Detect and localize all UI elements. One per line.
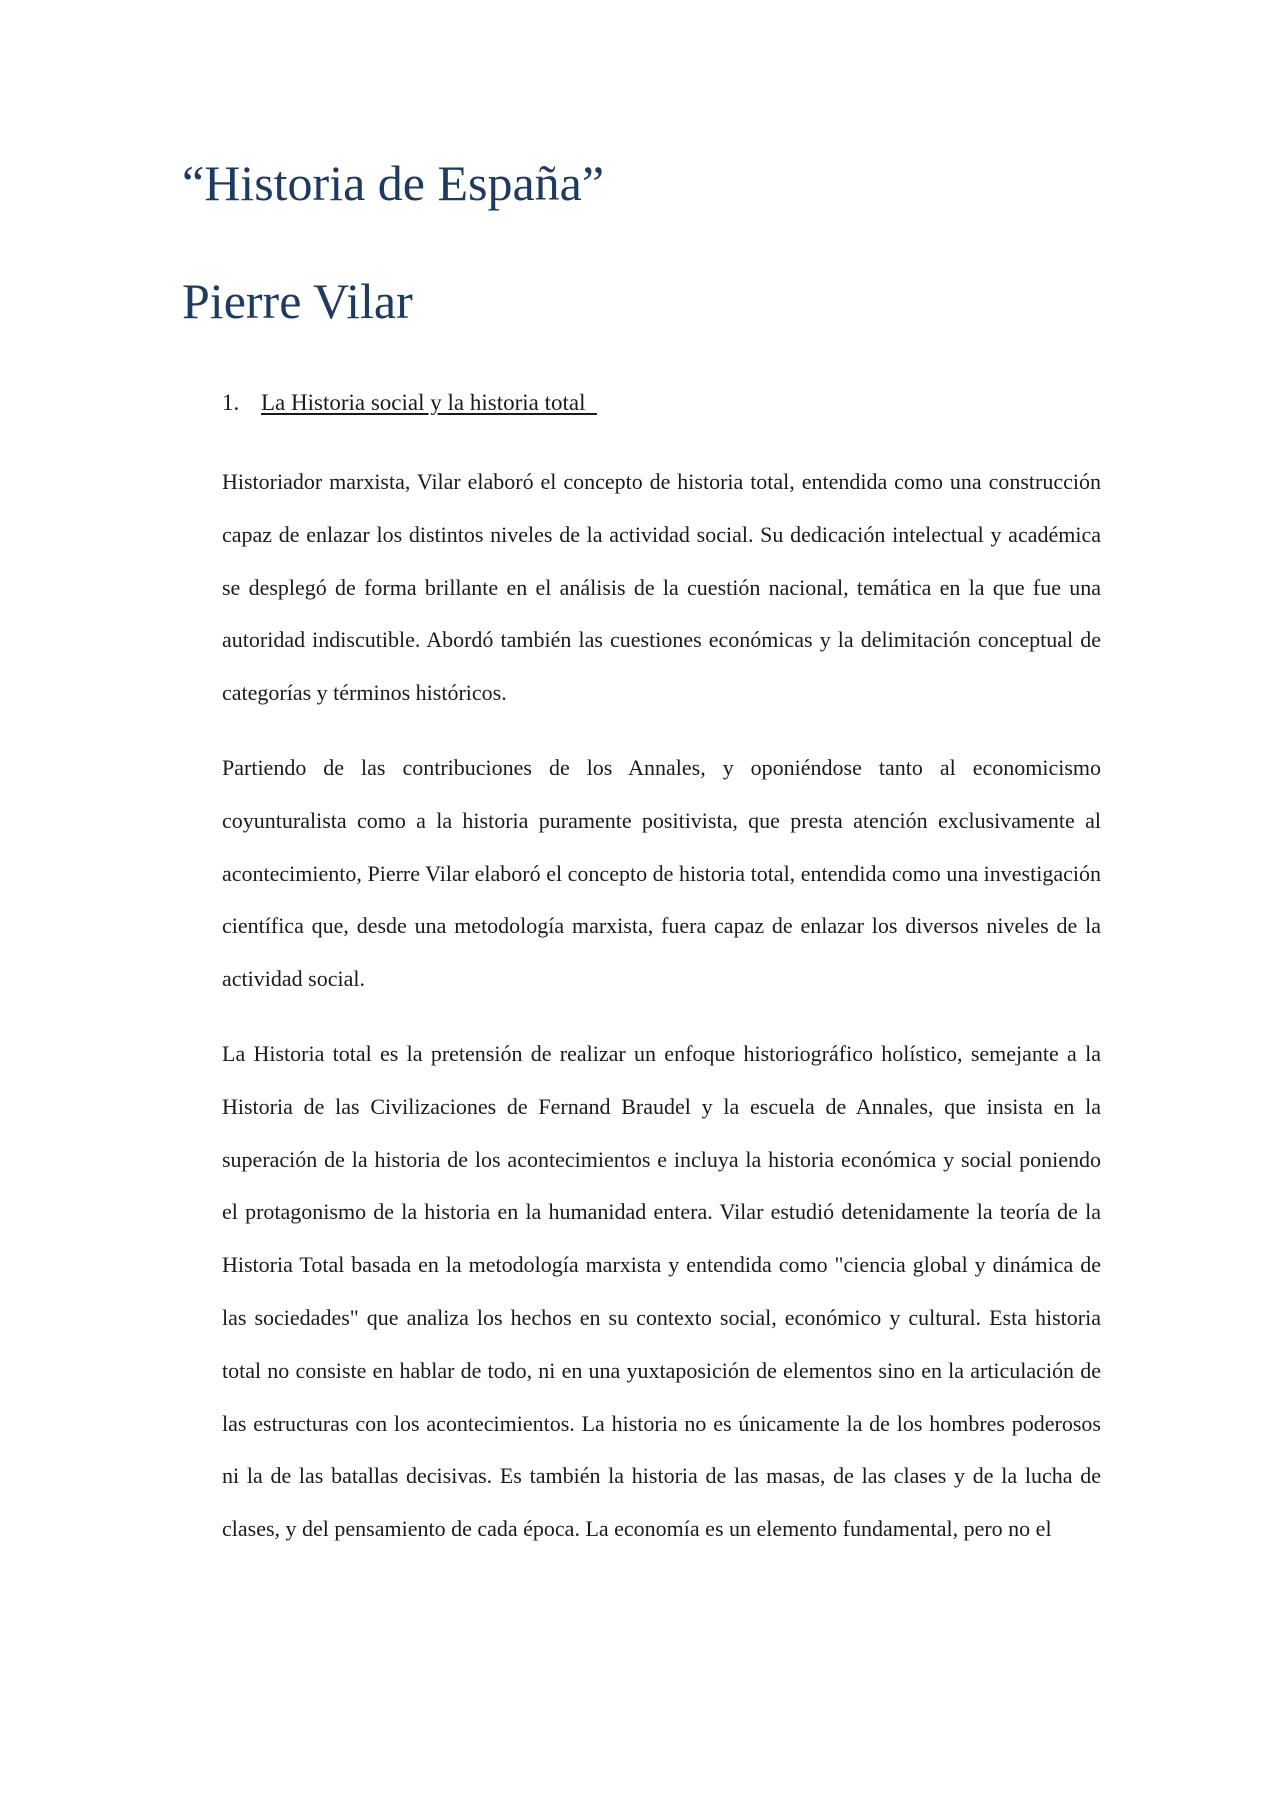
paragraph-3: La Historia total es la pretensión de realizar un enfoque historiográfico holístico, semejante a la Historia de las Civilizaciones de Fernand Braudel y la escuela de Annales, que insista en la superación de la historia de los acontecimientos e incluya la historia económica y social poniendo el protagonismo de la historia en la humanidad entera. Vilar estudió detenidamente la teoría de la Historia Total basada en la metodología marxista y entendida como "ciencia global y dinámica de las sociedades" que analiza los hechos en su contexto social, económico y cultural. Esta historia total no consiste en hablar de todo, ni en una yuxtaposición de elementos sino en la articulación de las estructuras con los acontecimientos. La historia no es únicamente la de los hombres poderosos ni la de las batallas decisivas. Es también la historia de las masas, de las clases y de la lucha de clases, y del pensamiento de cada época. La economía es un elemento fundamental, pero no el <box>222 1041 1101 1542</box>
section-heading <box>222 388 597 418</box>
section-number: 1. <box>222 390 240 415</box>
document-title: “Historia de España” <box>182 155 605 211</box>
document-author: Pierre Vilar <box>182 273 413 329</box>
section-heading-text: La Historia social y la historia total <box>261 390 597 415</box>
paragraph-2: Partiendo de las contribuciones de los Annales, y oponiéndose tanto al economicismo coyunturalista como a la historia puramente positivista, que presta atención exclusivamente al acontecimiento, Pierre Vilar elaboró el concepto de historia total, entendida como una investigación científica que, desde una metodología marxista, fuera capaz de enlazar los diversos niveles de la actividad social. <box>222 755 1101 992</box>
paragraph-1: Historiador marxista, Vilar elaboró el concepto de historia total, entendida como una construcción capaz de enlazar los distintos niveles de la actividad social. Su dedicación intelectual y académica se desplegó de forma brillante en el análisis de la cuestión nacional, temática en la que fue una autoridad indiscutible. Abordó también las cuestiones económicas y la delimitación conceptual de categorías y términos históricos. <box>222 469 1101 706</box>
